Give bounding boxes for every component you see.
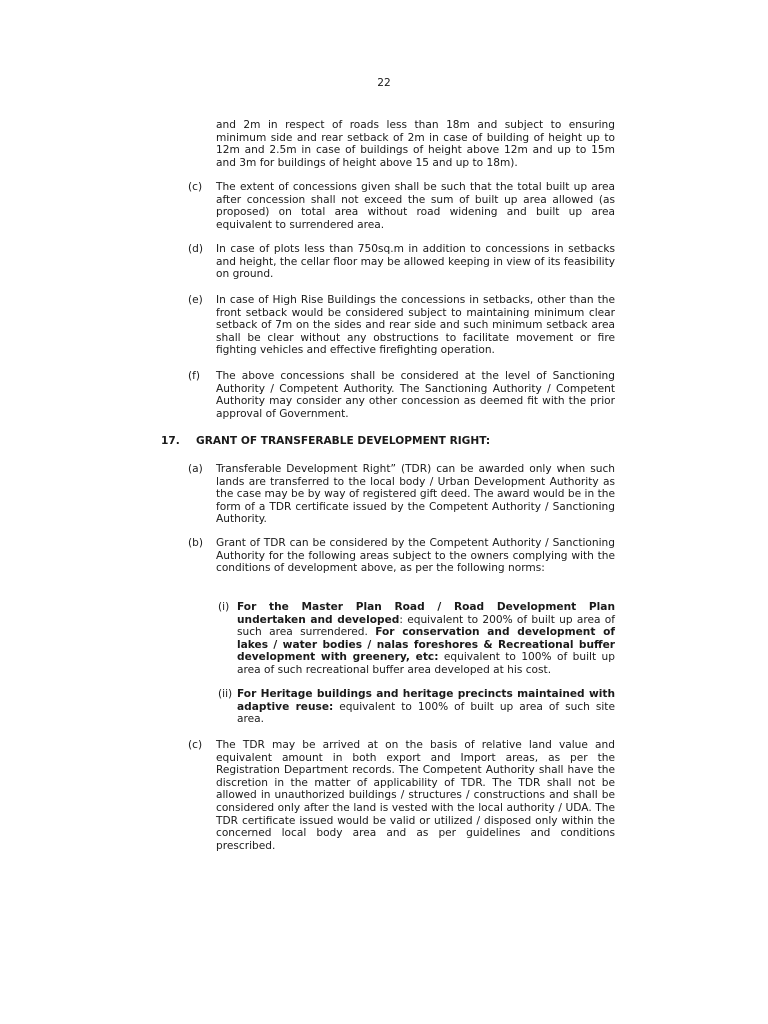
sub-i-text-1: : equivalent to 200% of built up area of such area surrendered.: [237, 613, 615, 639]
tdr-item-c-label: (c): [188, 739, 203, 751]
continuation-paragraph: and 2m in respect of roads less than 18m and subject to ensuring minimum side and rear setback of 2m in case of building of height up to 12m and 2.5m in case of buildings of height above 12m and up to 15m and 3m for buildings of height above 15 and up to 18m).: [216, 119, 615, 169]
tdr-item-b-label: (b): [188, 537, 203, 549]
sub-ii-label: (ii): [218, 688, 233, 700]
sub-i-bold-1: For the Master Plan Road / Road Development Plan undertaken and developed: [237, 601, 615, 626]
item-d-text: In case of plots less than 750sq.m in addition to concessions in setbacks and height, the cellar floor may be allowed keeping in view of its feasibility on ground.: [216, 243, 615, 281]
item-d-label: (d): [188, 243, 203, 255]
tdr-item-c-text: The TDR may be arrived at on the basis of relative land value and equivalent amount in both export and Import areas, as per the Registration Department records. The Competent Authority shall have the discretion in the matter of applicability of TDR. The TDR shall not be allowed in unauthorized buildings / structures / constructions and shall be considered only after the land is vested with the local authority / UDA. The TDR certificate issued would be valid or utilized / disposed only within the concerned local body area and as per guidelines and conditions prescribed.: [216, 739, 615, 852]
item-f-text: The above concessions shall be considered at the level of Sanctioning Authority / Competent Authority. The Sanctioning Authority / Competent Authority may consider any other concession as deemed fit with the prior approval of Government.: [216, 370, 615, 420]
section-number: 17.: [161, 435, 180, 447]
item-c-label: (c): [188, 181, 203, 193]
item-e-text: In case of High Rise Buildings the concessions in setbacks, other than the front setback would be considered subject to maintaining minimum clear setback of 7m on the sides and rear side and such minimum setback area shall be clear without any obstructions to facilitate movement or fire fighting vehicles and effective firefighting operation.: [216, 294, 615, 357]
sub-i-text-2: equivalent to 100% of built up area of such recreational buffer area developed at his cost.: [237, 651, 615, 676]
sub-i-bold-2: For conservation and development of lakes / water bodies / nalas foreshores & Recreational buffer development with greenery, etc:: [237, 626, 615, 664]
sub-ii-text-1: equivalent to 100% of built up area of such site area.: [237, 700, 615, 726]
sub-ii-text: [237, 688, 615, 726]
item-f-label: (f): [188, 370, 200, 382]
tdr-item-a-label: (a): [188, 463, 203, 475]
item-e-label: (e): [188, 294, 203, 306]
item-c-text: The extent of concessions given shall be such that the total built up area after concession shall not exceed the sum of built up area allowed (as proposed) on total area without road widening and built up area equivalent to surrendered area.: [216, 181, 615, 231]
section-title: GRANT OF TRANSFERABLE DEVELOPMENT RIGHT:: [196, 435, 491, 447]
tdr-item-b-text: Grant of TDR can be considered by the Competent Authority / Sanctioning Authority for the following areas subject to the owners complying with the conditions of development above, as per the following norms:: [216, 537, 615, 575]
sub-ii-bold-1: For Heritage buildings and heritage precincts maintained with adaptive reuse:: [237, 688, 615, 713]
sub-i-label: (i): [218, 601, 230, 613]
tdr-item-a-text: Transferable Development Right” (TDR) can be awarded only when such lands are transferred to the local body / Urban Development Authority as the case may be by way of registered gift deed. The award would be in the form of a TDR certificate issued by the Competent Authority / Sanctioning Authority.: [216, 463, 615, 526]
sub-i-text: [237, 601, 615, 677]
page-number: 22: [377, 77, 391, 89]
